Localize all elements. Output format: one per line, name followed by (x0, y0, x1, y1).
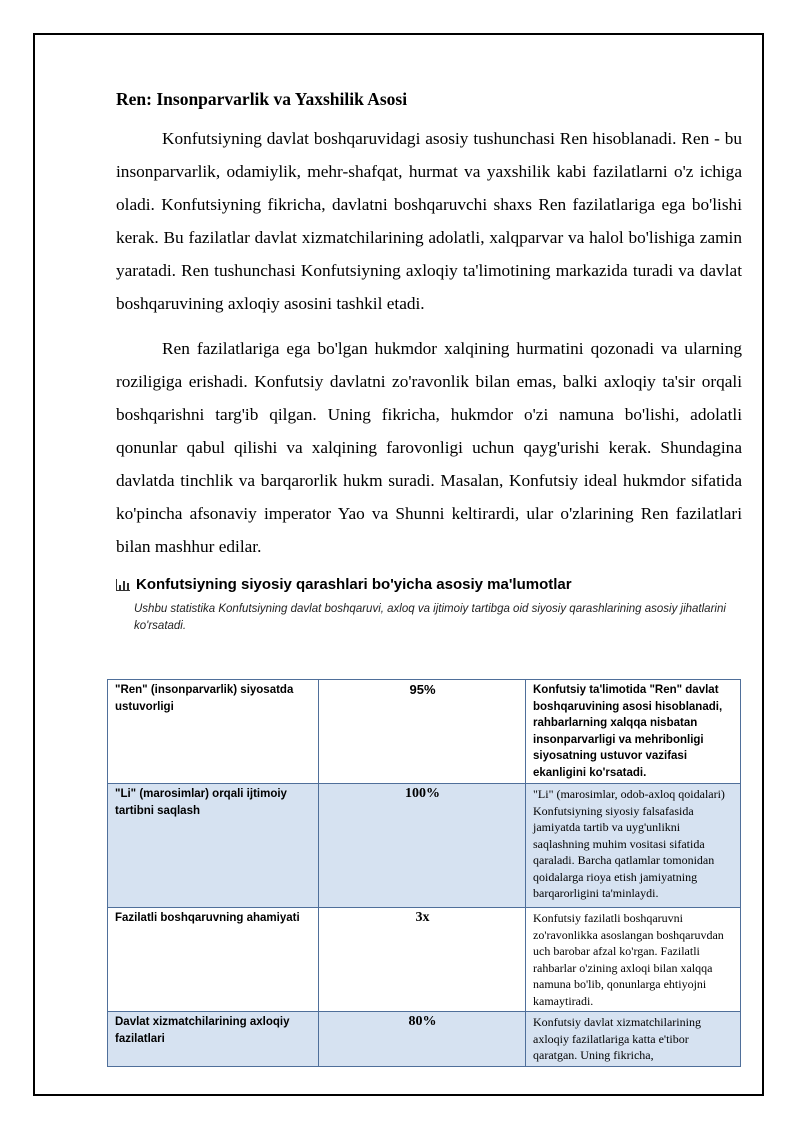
row-value: 100% (319, 784, 526, 908)
bar-chart-icon (116, 579, 130, 591)
row-note: Konfutsiy fazilatli boshqaruvni zo'ravonlikka asoslangan boshqaruvdan uch barobar afzal ko'rgan. Fazilatli rahbarlar o'zining axloqi bilan xalqqa namuna bo'lib, qonunlarga ehtiyojni kamaytiradi. (526, 908, 741, 1012)
stats-description: Ushbu statistika Konfutsiyning davlat boshqaruvi, axloq va ijtimoiy tartibga oid siyosiy qarashlarining asosiy jihatlarini ko'rsatadi. (134, 603, 726, 632)
table-row (108, 784, 741, 908)
section-heading: Ren: Insonparvarlik va Yaxshilik Asosi (116, 89, 408, 109)
row-note: Konfutsiy ta'limotida "Ren" davlat boshqaruvining asosi hisoblanadi, rahbarlarning xalqqa nisbatan insonparvarligi va mehribonligi siyosatning ustuvor vazifasi ekanligini ko'rsatadi. (526, 680, 741, 784)
stats-title-text: Konfutsiyning siyosiy qarashlari bo'yicha asosiy ma'lumotlar (136, 576, 572, 593)
row-label: "Ren" (insonparvarlik) siyosatda ustuvorligi (108, 680, 319, 784)
row-note: Konfutsiy davlat xizmatchilarining axloqiy fazilatlariga katta e'tibor qaratgan. Uning fikricha, (526, 1012, 741, 1067)
paragraph-2: Ren fazilatlariga ega bo'lgan hukmdor xalqining hurmatini qozonadi va ularning roziligiga erishadi. Konfutsiy davlatni zo'ravonlik bilan emas, balki axloqiy ta'sir orqali boshqarishni targ'ib qilgan. Uning fikricha, hukmdor o'zi namuna bo'lishi, adolatli qonunlar qabul qilishi va xalqining farovonligi uchun qayg'urishi kerak. Shundagina davlatda tinchlik va barqarorlik hukm suradi. Masalan, Konfutsiy ideal hukmdor sifatida ko'pincha afsonaviy imperator Yao va Shunni keltirardi, ular o'zlarining Ren fazilatlari bilan mashhur edilar. (116, 339, 742, 556)
row-note: "Li" (marosimlar, odob-axloq qoidalari) Konfutsiyning siyosiy falsafasida jamiyatda tartib va uyg'unlikni saqlashning muhim vositasi sifatida qaraladi. Barcha qatlamlar tomonidan qoidalarga rioya etish jamiyatning barqarorligini ta'minlaydi. (526, 784, 741, 908)
stats-title (116, 575, 742, 595)
row-value: 80% (319, 1012, 526, 1067)
row-value: 3x (319, 908, 526, 1012)
row-label: Fazilatli boshqaruvning ahamiyati (108, 908, 319, 1012)
table-row (108, 908, 741, 1012)
row-label: Davlat xizmatchilarining axloqiy fazilatlari (108, 1012, 319, 1067)
row-label: "Li" (marosimlar) orqali ijtimoiy tartibni saqlash (108, 784, 319, 908)
stats-table (107, 679, 741, 1067)
document-body (116, 84, 742, 641)
row-value: 95% (319, 680, 526, 784)
table-row (108, 680, 741, 784)
table-row (108, 1012, 741, 1067)
paragraph-1: Konfutsiyning davlat boshqaruvidagi asosiy tushunchasi Ren hisoblanadi. Ren - bu insonparvarlik, odamiylik, mehr-shafqat, hurmat va yaxshilik kabi fazilatlarni o'z ichiga oladi. Konfutsiyning fikricha, davlatni boshqaruvchi shaxs Ren fazilatlariga ega bo'lishi kerak. Bu fazilatlar davlat xizmatchilarining adolatli, xalqparvar va halol bo'lishiga zamin yaratadi. Ren tushunchasi Konfutsiyning axloqiy ta'limotining markazida turadi va davlat boshqaruvining axloqiy asosini tashkil etadi. (116, 129, 742, 313)
